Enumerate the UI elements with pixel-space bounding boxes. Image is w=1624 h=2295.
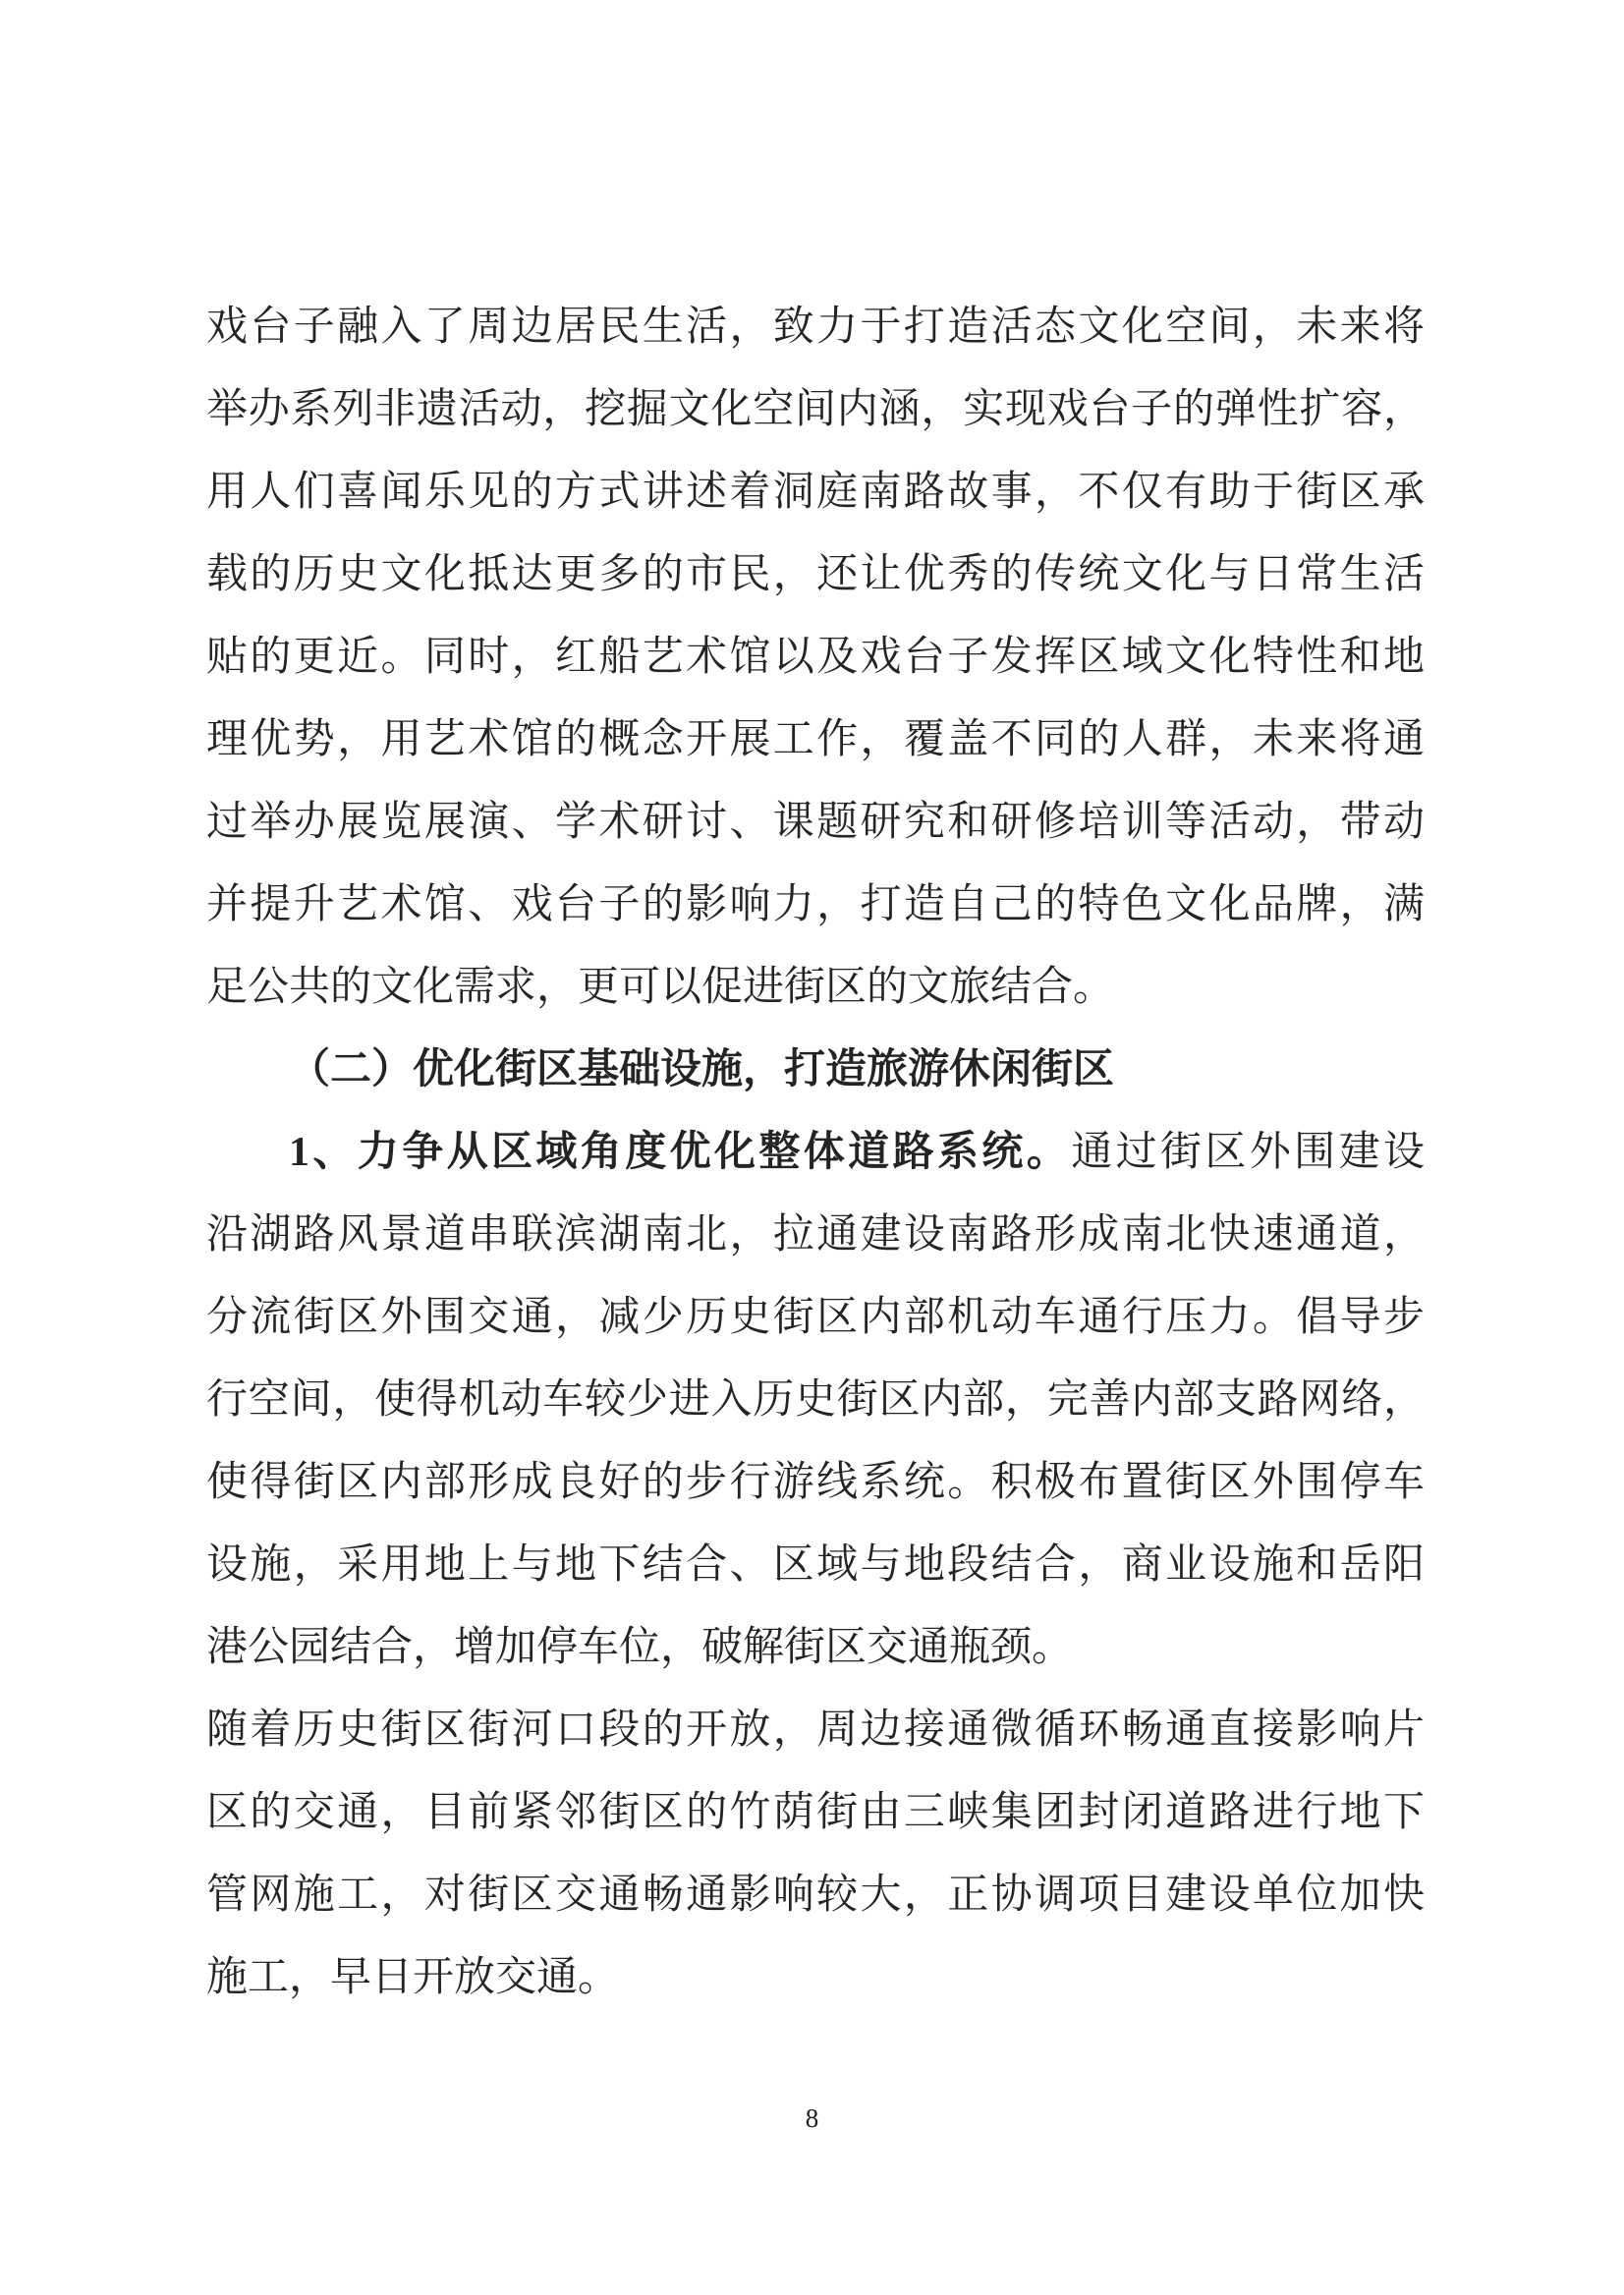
paragraph-line: 管网施工，对街区交通畅通影响较大，正协调项目建设单位加快 — [206, 1873, 1425, 1918]
paragraph-line: 戏台子融入了周边居民生活，致力于打造活态文化空间，未来将 — [206, 305, 1425, 350]
paragraph-line — [206, 1111, 1425, 1194]
paragraph-line: 设施，采用地上与地下结合、区域与地段结合，商业设施和岳阳 — [206, 1542, 1425, 1588]
paragraph-line: 贴的更近。同时，红船艺术馆以及戏台子发挥区域文化特性和地 — [206, 635, 1425, 680]
paragraph-line: 随着历史街区街河口段的开放，周边接通微循环畅通直接影响片 — [206, 1707, 1425, 1753]
paragraph-line: 用人们喜闻乐见的方式讲述着洞庭南路故事，不仅有助于街区承 — [206, 470, 1425, 515]
section-heading: （二）优化街区基础设施，打造旅游休闲街区 — [289, 1047, 1115, 1092]
paragraph-line: 港公园结合，增加停车位，破解街区交通瓶颈。 — [206, 1625, 1074, 1670]
paragraph-line: 理优势，用艺术馆的概念开展工作，覆盖不同的人群，未来将通 — [206, 717, 1425, 762]
paragraph-line: 使得街区内部形成良好的步行游线系统。积极布置街区外围停车 — [206, 1460, 1425, 1505]
paragraph-line: 区的交通，目前紧邻街区的竹荫街由三峡集团封闭道路进行地下 — [206, 1790, 1425, 1835]
paragraph-line: 举办系列非遗活动，挖掘文化空间内涵，实现戏台子的弹性扩容， — [206, 387, 1425, 432]
paragraph-line: 行空间，使得机动车较少进入历史街区内部，完善内部支路网络， — [206, 1377, 1425, 1423]
paragraph-line: 施工，早日开放交通。 — [206, 1955, 620, 2000]
paragraph-line: 分流街区外围交通，减少历史街区内部机动车通行压力。倡导步 — [206, 1295, 1425, 1340]
paragraph-line: 沿湖路风景道串联滨湖南北，拉通建设南路形成南北快速通道， — [206, 1212, 1425, 1258]
paragraph-line: 过举办展览展演、学术研讨、课题研究和研修培训等活动，带动 — [206, 800, 1425, 845]
paragraph-line: 载的历史文化抵达更多的市民，还让优秀的传统文化与日常生活 — [206, 552, 1425, 597]
numbered-point-lead: 1、力争从区域角度优化整体道路系统。 — [289, 1130, 1072, 1175]
paragraph-text: 通过街区外围建设 — [1071, 1130, 1425, 1175]
body-text — [206, 286, 1425, 2019]
paragraph-line: 并提升艺术馆、戏台子的影响力，打造自己的特色文化品牌，满 — [206, 882, 1425, 927]
page-number: 8 — [805, 2103, 819, 2133]
paragraph-line: 足公共的文化需求，更可以促进街区的文旅结合。 — [206, 965, 1115, 1010]
